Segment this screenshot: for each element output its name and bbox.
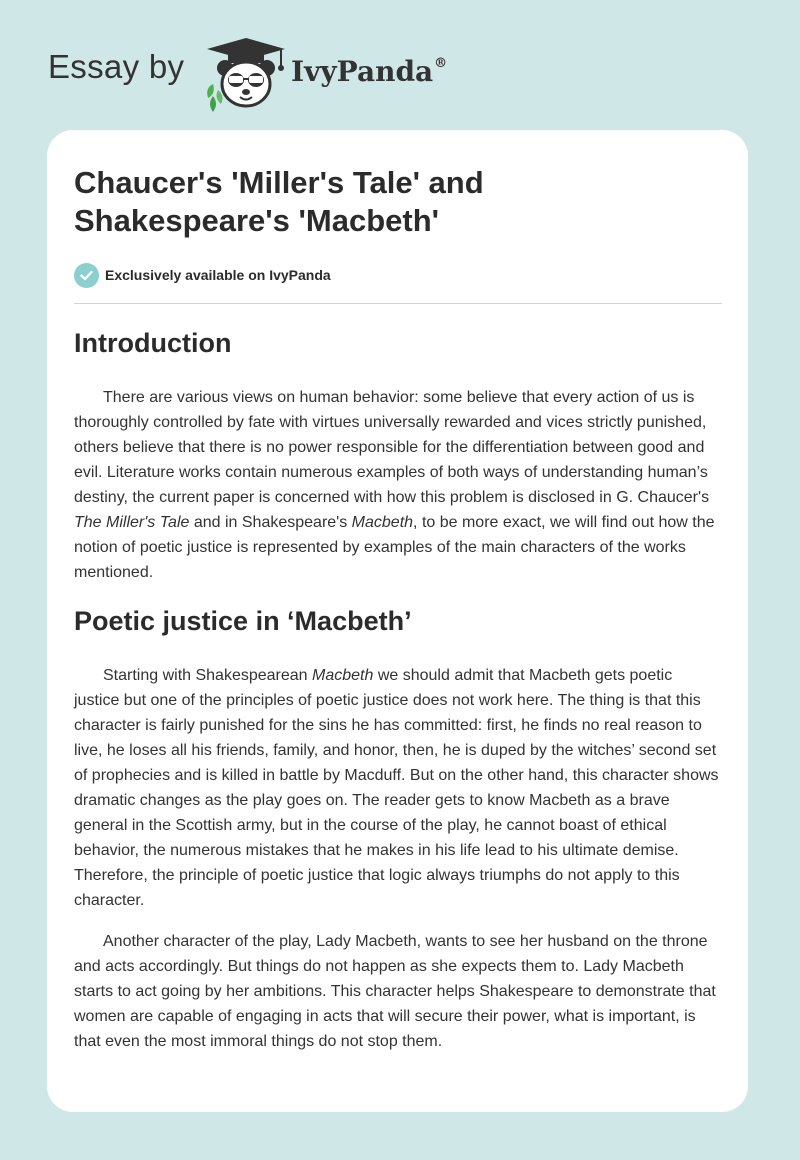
italic-title-text: The Miller's Tale — [74, 514, 190, 531]
section-heading-poetic-justice: Poetic justice in ‘Macbeth’ — [74, 606, 412, 636]
paragraph-text: There are various views on human behavior: some believe that every action of us is thoroughly controlled by fate with virtues universally rewarded and vices strictly punished, others believe that there is no power responsible for the differentiation between good and evil. Literature works contain numerous examples of both ways of understanding human’s destiny, the current paper is concerned with how this problem is disclosed in G. Chaucer's — [74, 389, 710, 506]
paragraph-text: Another character of the play, Lady Macbeth, wants to see her husband on the throne and acts accordingly. But things do not happen as she expects them to. Lady Macbeth starts to act going by her ambitions. This character helps Shakespeare to demonstrate that women are capable of engaging in acts that will secure their power, what is important, is that even the most immoral things do not stop them. — [74, 933, 716, 1050]
section-heading-introduction: Introduction — [74, 328, 232, 358]
essay-by-label: Essay by — [48, 48, 185, 85]
check-circle-icon — [74, 263, 99, 288]
paragraph — [74, 929, 722, 1054]
paragraph — [74, 385, 722, 585]
paragraph-text: Starting with Shakespearean — [103, 667, 313, 684]
paragraph-text: and in Shakespeare's — [189, 514, 352, 531]
divider — [74, 303, 722, 304]
brand-name[interactable]: IvyPanda® — [291, 55, 448, 88]
paragraph — [74, 663, 722, 913]
exclusive-label: Exclusively available on IvyPanda — [105, 267, 331, 283]
paragraph-text: , to be more exact, we will find out how the notion of poetic justice is represented by examples of the main characters of the works mentioned. — [74, 514, 715, 581]
essay-title: Chaucer's 'Miller's Tale' and Shakespeare's 'Macbeth' — [74, 165, 484, 238]
site-header — [48, 28, 748, 118]
panda-graduate-icon[interactable] — [201, 34, 291, 114]
italic-title-text: Macbeth — [312, 667, 374, 684]
essay-card — [47, 130, 748, 1112]
italic-title-text: Macbeth — [351, 514, 414, 531]
paragraph-text: we should admit that Macbeth gets poetic justice but one of the principles of poetic justice does not work here. The thing is that this character is fairly punished for the sins he has committed: first, he finds no real reason to live, he loses all his friends, family, and honor, then, he is duped by the witches’ second set of prophecies and is killed in battle by Macduff. But on the other hand, this character shows dramatic changes as the play goes on. The reader gets to know Macbeth as a brave general in the Scottish army, but in the course of the play, he cannot boast of ethical behavior, the numerous mistakes that he makes in his life lead to his ultimate demise. Therefore, the principle of poetic justice that logic always triumphs do not apply to this character. — [74, 667, 719, 909]
